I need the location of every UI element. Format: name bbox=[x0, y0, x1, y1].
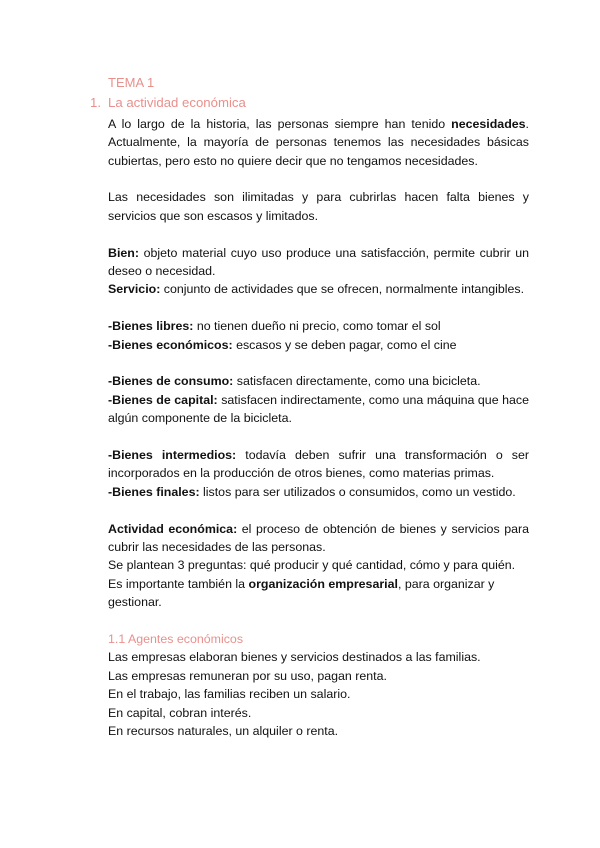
term-bienes-economicos: -Bienes económicos: bbox=[108, 337, 233, 352]
item-bienes-economicos: -Bienes económicos: escasos y se deben pagar, como el cine bbox=[108, 337, 457, 352]
subsection-heading: 1.1 Agentes económicos bbox=[108, 632, 244, 647]
agentes-line: En capital, cobran interés. bbox=[108, 705, 252, 720]
definition-actividad-economica: Actividad económica: el proceso de obtención de bienes y servicios para cubrir las necesidades de las personas. bbox=[108, 521, 529, 555]
item-bienes-capital: -Bienes de capital: satisfacen indirectamente, como una máquina que hace algún componente de la bicicleta. bbox=[108, 392, 529, 426]
term-bienes-finales: -Bienes finales: bbox=[108, 484, 200, 499]
agentes-line: Las empresas remuneran por su uso, pagan renta. bbox=[108, 668, 387, 683]
term-bienes-consumo: -Bienes de consumo: bbox=[108, 374, 234, 389]
term-bien: Bien: bbox=[108, 245, 139, 260]
document-body bbox=[90, 74, 529, 741]
term-bienes-libres: -Bienes libres: bbox=[108, 319, 194, 334]
section-heading bbox=[90, 94, 529, 112]
paragraph-preguntas: Se plantean 3 preguntas: qué producir y qué cantidad, cómo y para quién. bbox=[108, 558, 516, 573]
keyword-organizacion-empresarial: organización empresarial bbox=[248, 576, 398, 591]
item-bienes-consumo: -Bienes de consumo: satisfacen directamente, como una bicicleta. bbox=[108, 374, 481, 389]
agentes-line: En el trabajo, las familias reciben un salario. bbox=[108, 687, 351, 702]
item-bienes-libres: -Bienes libres: no tienen dueño ni precio, como tomar el sol bbox=[108, 319, 441, 334]
paragraph-ilimitadas: Las necesidades son ilimitadas y para cubrirlas hacen falta bienes y servicios que son escasos y limitados. bbox=[108, 190, 529, 223]
term-bienes-capital: -Bienes de capital: bbox=[108, 392, 218, 407]
paragraph-organizacion: Es importante también la organización empresarial, para organizar y gestionar. bbox=[108, 576, 495, 610]
term-actividad-economica: Actividad económica: bbox=[108, 521, 238, 536]
keyword-necesidades: necesidades bbox=[451, 116, 526, 131]
agentes-line: Las empresas elaboran bienes y servicios destinados a las familias. bbox=[108, 650, 481, 665]
term-servicio: Servicio: bbox=[108, 282, 161, 297]
term-bienes-intermedios: -Bienes intermedios: bbox=[108, 448, 237, 463]
section-title: La actividad económica bbox=[108, 95, 246, 111]
agentes-line: En recursos naturales, un alquiler o renta. bbox=[108, 724, 339, 739]
definition-bien: Bien: objeto material cuyo uso produce una satisfacción, permite cubrir un deseo o necesidad. bbox=[108, 245, 529, 279]
item-bienes-finales: -Bienes finales: listos para ser utilizados o consumidos, como un vestido. bbox=[108, 484, 516, 499]
section-number: 1. bbox=[90, 95, 101, 111]
paragraph-necesidades: A lo largo de la historia, las personas siempre han tenido necesidades. Actualmente, la mayoría de personas tenemos las necesidades básicas cubiertas, pero esto no quiere decir que no tengamos necesidades. bbox=[108, 116, 529, 168]
topic-label: TEMA 1 bbox=[108, 75, 155, 90]
item-bienes-intermedios: -Bienes intermedios: todavía deben sufrir una transformación o ser incorporados en la producción de otros bienes, como materias primas. bbox=[108, 448, 529, 481]
definition-servicio: Servicio: conjunto de actividades que se ofrecen, normalmente intangibles. bbox=[108, 282, 525, 297]
